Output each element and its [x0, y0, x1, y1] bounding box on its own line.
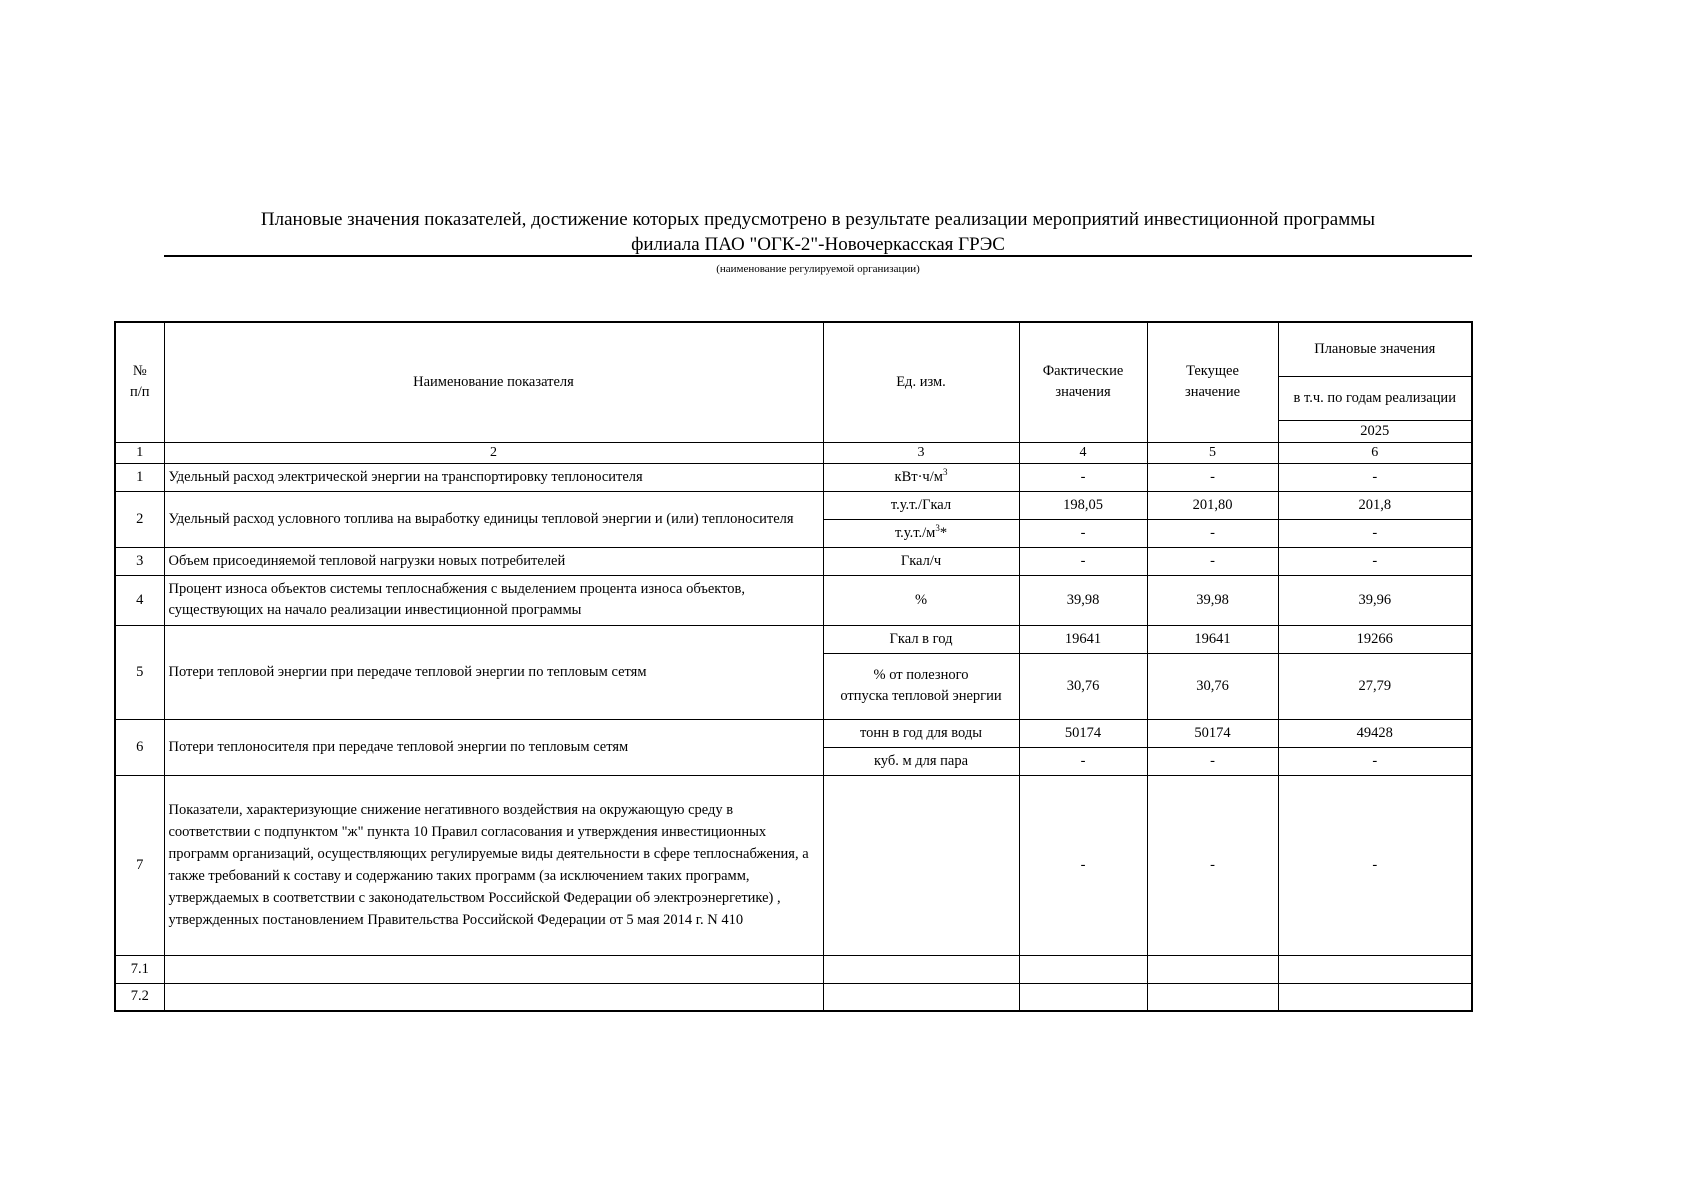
current-value: - — [1147, 747, 1278, 775]
actual-value — [1019, 955, 1147, 983]
unit-cell — [823, 955, 1019, 983]
unit-text: т.у.т./м — [894, 524, 936, 541]
current-value: 39,98 — [1147, 575, 1278, 625]
indicator-name: Удельный расход электрической энергии на транспортировку теплоносителя — [164, 463, 823, 491]
unit-cell: % — [823, 575, 1019, 625]
title-line-2: филиала ПАО "ОГК-2"-Новочеркасская ГРЭС — [631, 234, 1005, 255]
row-number: 4 — [115, 575, 164, 625]
indicator-name: Потери теплоносителя при передаче тепловой энергии по тепловым сетям — [164, 719, 823, 775]
unit-superscript: 3 — [935, 522, 940, 533]
header-num — [115, 322, 164, 442]
plan-value: 201,8 — [1278, 491, 1472, 519]
actual-value: - — [1019, 747, 1147, 775]
actual-value: 50174 — [1019, 719, 1147, 747]
row-number: 7 — [115, 775, 164, 955]
indicator-name: Показатели, характеризующие снижение негативного воздействия на окружающую среду в соответствии с подпунктом "ж" пункта 10 Правил согласования и утверждения инвестиционных программ организаций, осуществляющих регулируемые виды деятельности в сфере теплоснабжения, а также требований к составу и содержанию таких программ (за исключением таких программ, утверждаемых в соответствии с законодательством Российской Федерации об электроэнергетике) , утвержденных постановлением Правительства Российской Федерации от 5 мая 2014 г. N 410 — [164, 775, 823, 955]
actual-value: - — [1019, 547, 1147, 575]
plan-value: - — [1278, 547, 1472, 575]
plan-value: 19266 — [1278, 625, 1472, 653]
document-title — [164, 207, 1472, 257]
organization-underline — [164, 255, 1472, 257]
column-number: 1 — [115, 442, 164, 463]
table-row — [115, 955, 1472, 983]
plan-value: 49428 — [1278, 719, 1472, 747]
unit-line-2: отпуска тепловой энергии — [840, 688, 1002, 704]
header-num-line1: № — [132, 363, 147, 380]
header-name: Наименование показателя — [164, 322, 823, 442]
plan-value: 39,96 — [1278, 575, 1472, 625]
organization-caption: (наименование регулируемой организации) — [716, 263, 920, 275]
table-row — [115, 983, 1472, 1011]
unit-cell — [823, 463, 1019, 491]
header-num-line2: п/п — [129, 384, 150, 401]
actual-value: - — [1019, 463, 1147, 491]
actual-value: 30,76 — [1019, 653, 1147, 719]
current-value: 19641 — [1147, 625, 1278, 653]
current-value: 30,76 — [1147, 653, 1278, 719]
table-row — [115, 491, 1472, 519]
header-actual-line1: Фактические — [1042, 363, 1124, 380]
unit-text: кВт·ч/м — [894, 468, 943, 485]
column-number-row — [115, 442, 1472, 463]
current-value: 50174 — [1147, 719, 1278, 747]
indicators-table — [114, 321, 1473, 1012]
indicator-name: Объем присоединяемой тепловой нагрузки новых потребителей — [164, 547, 823, 575]
table-row — [115, 547, 1472, 575]
current-value — [1147, 983, 1278, 1011]
unit-cell: Гкал в год — [823, 625, 1019, 653]
unit-cell: тонн в год для воды — [823, 719, 1019, 747]
plan-value: - — [1278, 519, 1472, 547]
header-row — [115, 322, 1472, 376]
unit-cell — [823, 775, 1019, 955]
plan-value: - — [1278, 775, 1472, 955]
current-value: - — [1147, 519, 1278, 547]
actual-value: - — [1019, 775, 1147, 955]
table-row — [115, 575, 1472, 625]
indicator-name: Удельный расход условного топлива на выработку единицы тепловой энергии и (или) теплоносителя — [164, 491, 823, 547]
header-plan: Плановые значения — [1278, 322, 1472, 376]
unit-line-1: % от полезного — [873, 667, 969, 683]
plan-value: 27,79 — [1278, 653, 1472, 719]
header-current-line2: значение — [1184, 384, 1241, 401]
current-value: - — [1147, 547, 1278, 575]
actual-value: 39,98 — [1019, 575, 1147, 625]
header-year: 2025 — [1278, 420, 1472, 442]
indicator-name: Потери тепловой энергии при передаче тепловой энергии по тепловым сетям — [164, 625, 823, 719]
indicator-name: Процент износа объектов системы теплоснабжения с выделением процента износа объектов, существующих на начало реализации инвестиционной программы — [164, 575, 823, 625]
header-unit: Ед. изм. — [823, 322, 1019, 442]
column-number: 2 — [164, 442, 823, 463]
table-row — [115, 719, 1472, 747]
indicator-name — [164, 983, 823, 1011]
plan-value — [1278, 955, 1472, 983]
actual-value: - — [1019, 519, 1147, 547]
row-number: 3 — [115, 547, 164, 575]
header-current-line1: Текущее — [1186, 363, 1239, 380]
row-number: 2 — [115, 491, 164, 547]
header-actual — [1019, 322, 1147, 442]
current-value: - — [1147, 463, 1278, 491]
row-number: 5 — [115, 625, 164, 719]
header-plan-sub: в т.ч. по годам реализации — [1278, 376, 1472, 420]
plan-value — [1278, 983, 1472, 1011]
header-actual-line2: значения — [1055, 384, 1111, 401]
unit-cell: Гкал/ч — [823, 547, 1019, 575]
plan-value: - — [1278, 463, 1472, 491]
current-value — [1147, 955, 1278, 983]
actual-value: 19641 — [1019, 625, 1147, 653]
unit-cell — [823, 983, 1019, 1011]
indicator-name — [164, 955, 823, 983]
unit-cell: т.у.т./Гкал — [823, 491, 1019, 519]
header-current — [1147, 322, 1278, 442]
actual-value — [1019, 983, 1147, 1011]
unit-suffix: * — [939, 524, 948, 541]
table-row — [115, 775, 1472, 955]
row-number: 7.2 — [115, 983, 164, 1011]
current-value: 201,80 — [1147, 491, 1278, 519]
unit-superscript: 3 — [942, 466, 948, 477]
table-row — [115, 625, 1472, 653]
unit-cell: куб. м для пара — [823, 747, 1019, 775]
column-number: 5 — [1147, 442, 1278, 463]
plan-value: - — [1278, 747, 1472, 775]
unit-cell — [823, 519, 1019, 547]
column-number: 4 — [1019, 442, 1147, 463]
row-number: 7.1 — [115, 955, 164, 983]
actual-value: 198,05 — [1019, 491, 1147, 519]
unit-cell — [823, 653, 1019, 719]
column-number: 6 — [1278, 442, 1472, 463]
column-number: 3 — [823, 442, 1019, 463]
title-line-1: Плановые значения показателей, достижение которых предусмотрено в результате реализации мероприятий инвестиционной программы — [260, 209, 1376, 230]
row-number: 6 — [115, 719, 164, 775]
row-number: 1 — [115, 463, 164, 491]
table-row — [115, 463, 1472, 491]
current-value: - — [1147, 775, 1278, 955]
